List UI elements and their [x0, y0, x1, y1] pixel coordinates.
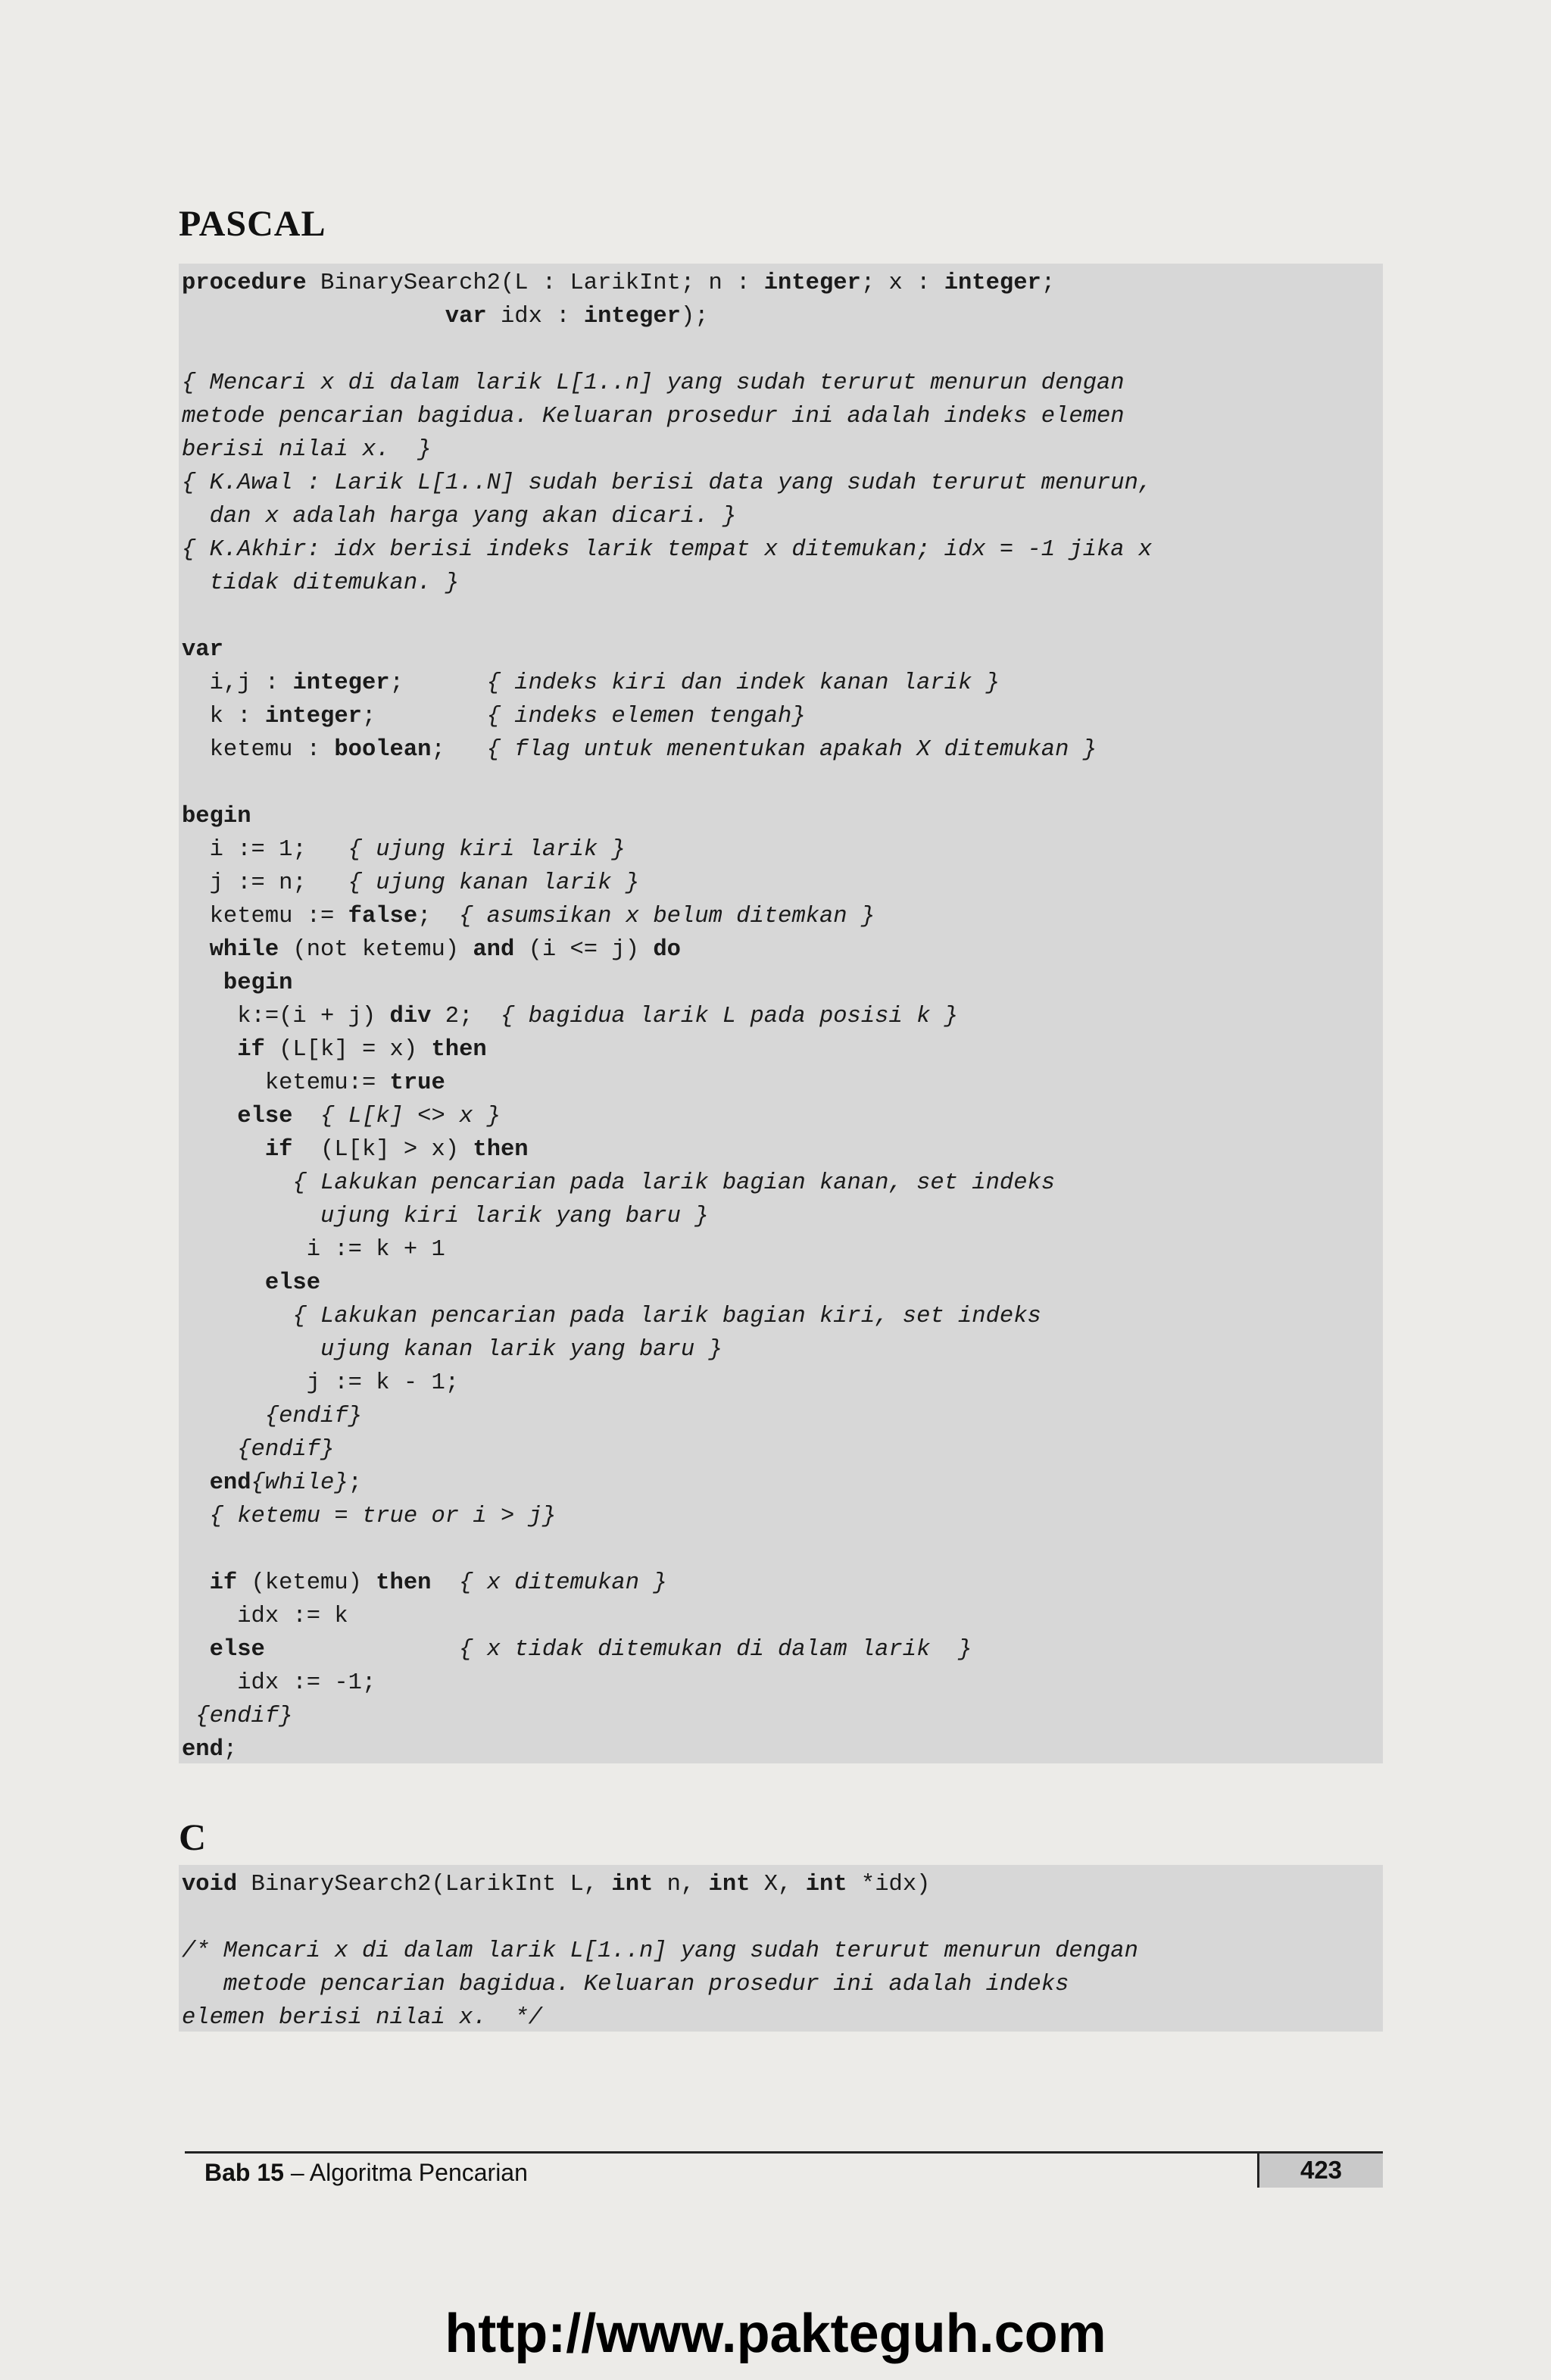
code-line	[179, 1400, 1383, 1433]
page-number: 423	[1300, 2156, 1343, 2184]
code-comment: { Lakukan pencarian pada larik bagian kanan, set indeks	[292, 1170, 1056, 1196]
code-keyword: else	[209, 1637, 265, 1663]
code-comment: { flag untuk menentukan apakah X ditemukan }	[486, 737, 1097, 763]
code-line	[179, 1100, 1383, 1133]
code-keyword: int	[708, 1872, 751, 1897]
code-line	[179, 1000, 1383, 1033]
code-comment: metode pencarian bagidua. Keluaran prosedur ini adalah indeks	[182, 1972, 1069, 1997]
code-text: ;	[389, 670, 487, 696]
code-line	[179, 1267, 1383, 1300]
code-text	[182, 1337, 320, 1363]
code-line	[179, 633, 1383, 667]
code-keyword: end	[182, 1737, 223, 1763]
code-text	[182, 1037, 237, 1063]
code-keyword: begin	[182, 804, 251, 829]
code-line	[179, 1968, 1383, 2001]
code-text: idx := -1;	[182, 1670, 376, 1696]
code-text	[182, 304, 445, 330]
code-text	[182, 1404, 265, 1429]
code-text	[182, 1204, 320, 1229]
code-text: idx :	[486, 304, 584, 330]
pascal-code-block	[179, 264, 1383, 1763]
code-line	[179, 400, 1383, 433]
code-text: k:=(i + j)	[182, 1004, 390, 1029]
code-line	[179, 1333, 1383, 1366]
code-line	[179, 600, 1383, 633]
code-text	[182, 1137, 265, 1163]
code-text: *idx)	[847, 1872, 931, 1897]
code-text	[182, 1270, 265, 1296]
code-text: k :	[182, 704, 265, 729]
footer-chapter	[204, 2159, 528, 2187]
code-comment: { ujung kanan larik }	[348, 870, 640, 896]
code-text	[182, 1570, 210, 1596]
code-text	[182, 1437, 237, 1463]
code-line	[179, 1901, 1383, 1935]
code-keyword: while	[209, 937, 279, 963]
code-text: i := 1;	[182, 837, 348, 863]
code-comment: { x ditemukan }	[459, 1570, 667, 1596]
code-line	[179, 1666, 1383, 1700]
code-comment: { ketemu = true or i > j}	[209, 1504, 557, 1529]
code-text: (i <= j)	[514, 937, 654, 963]
code-line	[179, 500, 1383, 533]
code-line	[179, 267, 1383, 300]
code-keyword: end	[209, 1470, 251, 1496]
code-line	[179, 733, 1383, 767]
code-line	[179, 900, 1383, 933]
code-comment: { bagidua larik L pada posisi k }	[500, 1004, 958, 1029]
code-keyword: if	[264, 1137, 293, 1163]
code-line	[179, 867, 1383, 900]
code-line	[179, 1566, 1383, 1600]
code-comment: { x tidak ditemukan di dalam larik }	[459, 1637, 972, 1663]
code-comment: { K.Awal : Larik L[1..N] sudah berisi data yang sudah terurut menurun,	[182, 470, 1153, 496]
code-text: idx := k	[182, 1604, 348, 1629]
code-line	[179, 1167, 1383, 1200]
code-comment: { Lakukan pencarian pada larik bagian kiri, set indeks	[292, 1304, 1041, 1329]
code-line	[179, 1500, 1383, 1533]
code-text	[292, 1104, 320, 1129]
section-heading-pascal: PASCAL	[179, 204, 326, 244]
code-line	[179, 1600, 1383, 1633]
code-keyword: var	[182, 637, 223, 663]
code-text: BinarySearch2(L : LarikInt; n :	[306, 270, 764, 296]
code-text	[182, 1170, 292, 1196]
code-text: ;	[361, 704, 487, 729]
code-text: ; x :	[860, 270, 944, 296]
code-line	[179, 1633, 1383, 1666]
code-line	[179, 1033, 1383, 1067]
code-keyword: then	[431, 1037, 487, 1063]
code-keyword: if	[209, 1570, 238, 1596]
code-comment: {while}	[251, 1470, 348, 1496]
code-text: i := k + 1	[182, 1237, 445, 1263]
code-text	[182, 1704, 195, 1729]
code-line	[179, 533, 1383, 567]
code-comment: { Mencari x di dalam larik L[1..n] yang sudah terurut menurun dengan	[182, 370, 1125, 396]
code-text	[431, 1570, 459, 1596]
chapter-title: – Algoritma Pencarian	[283, 2159, 528, 2186]
code-text: (not ketemu)	[279, 937, 473, 963]
code-text: );	[680, 304, 709, 330]
code-line	[179, 2001, 1383, 2032]
code-line	[179, 1868, 1383, 1901]
code-line	[179, 333, 1383, 367]
section-heading-c: C	[179, 1816, 208, 1858]
code-keyword: begin	[223, 970, 293, 996]
code-keyword: integer	[944, 270, 1041, 296]
code-comment: metode pencarian bagidua. Keluaran prosedur ini adalah indeks elemen	[182, 404, 1125, 429]
code-comment: { indeks kiri dan indek kanan larik }	[486, 670, 1000, 696]
code-text: ketemu :=	[182, 904, 348, 929]
code-line	[179, 467, 1383, 500]
code-line	[179, 1433, 1383, 1466]
code-line	[179, 367, 1383, 400]
code-comment: /* Mencari x di dalam larik L[1..n] yang sudah terurut menurun dengan	[182, 1938, 1138, 1964]
code-keyword: and	[473, 937, 515, 963]
code-text: j := n;	[182, 870, 348, 896]
code-keyword: int	[805, 1872, 847, 1897]
code-keyword: else	[237, 1104, 293, 1129]
code-text: ;	[223, 1737, 238, 1763]
code-line	[179, 1300, 1383, 1333]
code-line	[179, 1067, 1383, 1100]
code-line	[179, 1133, 1383, 1167]
code-line	[179, 433, 1383, 467]
code-comment: { K.Akhir: idx berisi indeks larik tempat x ditemukan; idx = -1 jika x	[182, 537, 1153, 563]
code-comment: {endif}	[264, 1404, 362, 1429]
code-keyword: int	[611, 1872, 654, 1897]
code-text: X,	[750, 1872, 806, 1897]
code-text	[182, 1304, 292, 1329]
code-line	[179, 1466, 1383, 1500]
code-comment: dan x adalah harga yang akan dicari. }	[182, 504, 737, 529]
code-keyword: true	[389, 1070, 445, 1096]
code-line	[179, 1700, 1383, 1733]
code-line	[179, 833, 1383, 867]
code-line	[179, 1233, 1383, 1267]
code-text	[182, 1104, 237, 1129]
code-text: (ketemu)	[237, 1570, 376, 1596]
code-keyword: void	[182, 1872, 238, 1897]
code-comment: ujung kanan larik yang baru }	[320, 1337, 722, 1363]
code-keyword: then	[376, 1570, 432, 1596]
code-line	[179, 1533, 1383, 1566]
code-line	[179, 767, 1383, 800]
watermark-url: http://www.pakteguh.com	[445, 2303, 1106, 2364]
code-comment: {endif}	[195, 1704, 293, 1729]
code-comment: tidak ditemukan. }	[182, 570, 460, 596]
code-text: ketemu :	[182, 737, 335, 763]
code-line	[179, 700, 1383, 733]
code-line	[179, 800, 1383, 833]
code-line	[179, 567, 1383, 600]
code-text: (L[k] = x)	[264, 1037, 432, 1063]
code-keyword: else	[264, 1270, 321, 1296]
code-line	[179, 1733, 1383, 1763]
code-keyword: boolean	[334, 737, 432, 763]
code-comment: { L[k] <> x }	[320, 1104, 501, 1129]
footer-rule	[185, 2151, 1383, 2154]
code-keyword: then	[473, 1137, 529, 1163]
code-comment: berisi nilai x. }	[182, 437, 432, 463]
code-line	[179, 300, 1383, 333]
code-text	[182, 970, 223, 996]
code-text: j := k - 1;	[182, 1370, 460, 1396]
code-text: ;	[1041, 270, 1056, 296]
code-text: BinarySearch2(LarikInt L,	[237, 1872, 612, 1897]
code-text	[182, 1637, 210, 1663]
code-line	[179, 667, 1383, 700]
code-keyword: integer	[583, 304, 681, 330]
code-text	[265, 1637, 459, 1663]
code-comment: { asumsikan x belum ditemkan }	[459, 904, 875, 929]
code-line	[179, 1366, 1383, 1400]
code-text: (L[k] > x)	[292, 1137, 473, 1163]
code-keyword: integer	[292, 670, 390, 696]
code-text	[182, 1470, 210, 1496]
code-comment: { ujung kiri larik }	[348, 837, 626, 863]
code-keyword: procedure	[182, 270, 307, 296]
code-text: ketemu:=	[182, 1070, 390, 1096]
chapter-label: Bab 15	[204, 2159, 284, 2186]
code-keyword: integer	[264, 704, 362, 729]
code-keyword: integer	[763, 270, 861, 296]
code-text	[182, 1504, 210, 1529]
c-code-block	[179, 1865, 1383, 2032]
code-line	[179, 933, 1383, 967]
code-comment: ujung kiri larik yang baru }	[320, 1204, 709, 1229]
code-keyword: div	[389, 1004, 432, 1029]
code-line	[179, 1935, 1383, 1968]
code-text	[182, 937, 210, 963]
code-text: 2;	[431, 1004, 501, 1029]
code-text: ;	[348, 1470, 362, 1496]
code-line	[179, 967, 1383, 1000]
code-keyword: do	[653, 937, 681, 963]
code-comment: {endif}	[237, 1437, 335, 1463]
code-text: ;	[417, 904, 460, 929]
code-keyword: if	[237, 1037, 265, 1063]
code-text: ;	[431, 737, 487, 763]
code-text: n,	[653, 1872, 709, 1897]
code-comment: elemen berisi nilai x. */	[182, 2005, 542, 2031]
code-keyword: var	[445, 304, 487, 330]
code-text: i,j :	[182, 670, 293, 696]
code-comment: { indeks elemen tengah}	[486, 704, 806, 729]
code-line	[179, 1200, 1383, 1233]
code-keyword: false	[348, 904, 418, 929]
